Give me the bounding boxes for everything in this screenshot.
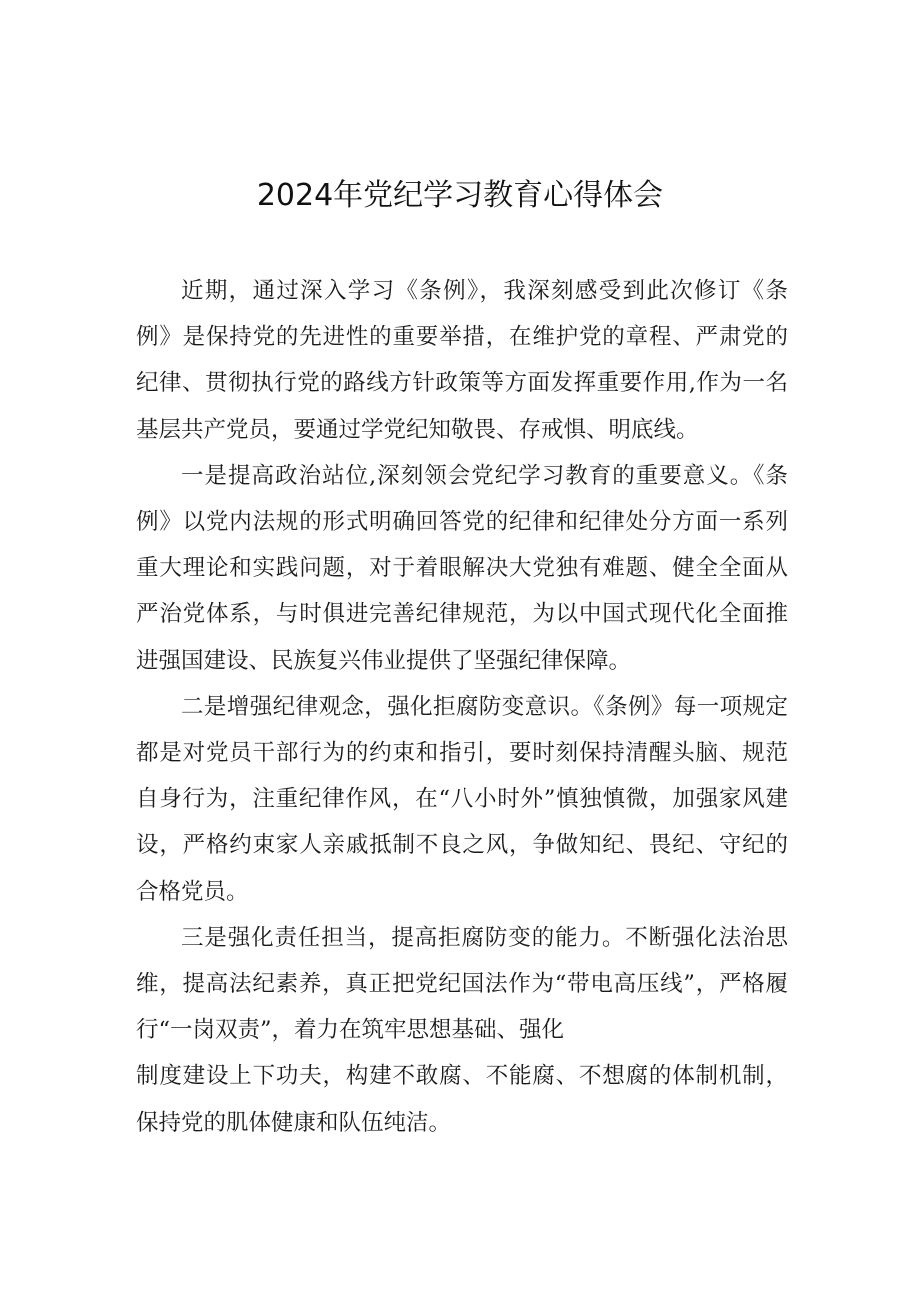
paragraph-point-one: 一是提高政治站位,深刻领会党纪学习教育的重要意义。《条例》以党内法规的形式明确回答党的纪律和纪律处分方面一系列重大理论和实践问题，对于着眼解决大党独有难题、健全全面从严治党体系，与时俱进完善纪律规范，为以中国式现代化全面推进强国建设、民族复兴伟业提供了坚强纪律保障。 xyxy=(136,462,788,674)
document-body xyxy=(136,268,788,1146)
paragraph-point-two: 二是增强纪律观念，强化拒腐防变意识。《条例》每一项规定都是对党员干部行为的约束和指引，要时刻保持清醒头脑、规范自身行为，注重纪律作风，在“八小时外”慎独慎微，加强家风建设，严格约束家人亲戚抵制不良之风，争做知纪、畏纪、守纪的合格党员。 xyxy=(136,693,788,905)
paragraph-point-three-continued: 制度建设上下功夫，构建不敢腐、不能腐、不想腐的体制机制，保持党的肌体健康和队伍纯洁。 xyxy=(136,1063,788,1136)
document-title: 2024年党纪学习教育心得体会 xyxy=(256,178,664,213)
paragraph-point-three: 三是强化责任担当，提高拒腐防变的能力。不断强化法治思维，提高法纪素养，真正把党纪国法作为“带电高压线”，严格履行“一岗双责”，着力在筑牢思想基础、强化 xyxy=(136,924,788,1044)
paragraph-intro: 近期，通过深入学习《条例》，我深刻感受到此次修订《条例》是保持党的先进性的重要举措，在维护党的章程、严肃党的纪律、贯彻执行党的路线方针政策等方面发挥重要作用,作为一名基层共产党员，要通过学党纪知敬畏、存戒惧、明底线。 xyxy=(136,278,788,443)
